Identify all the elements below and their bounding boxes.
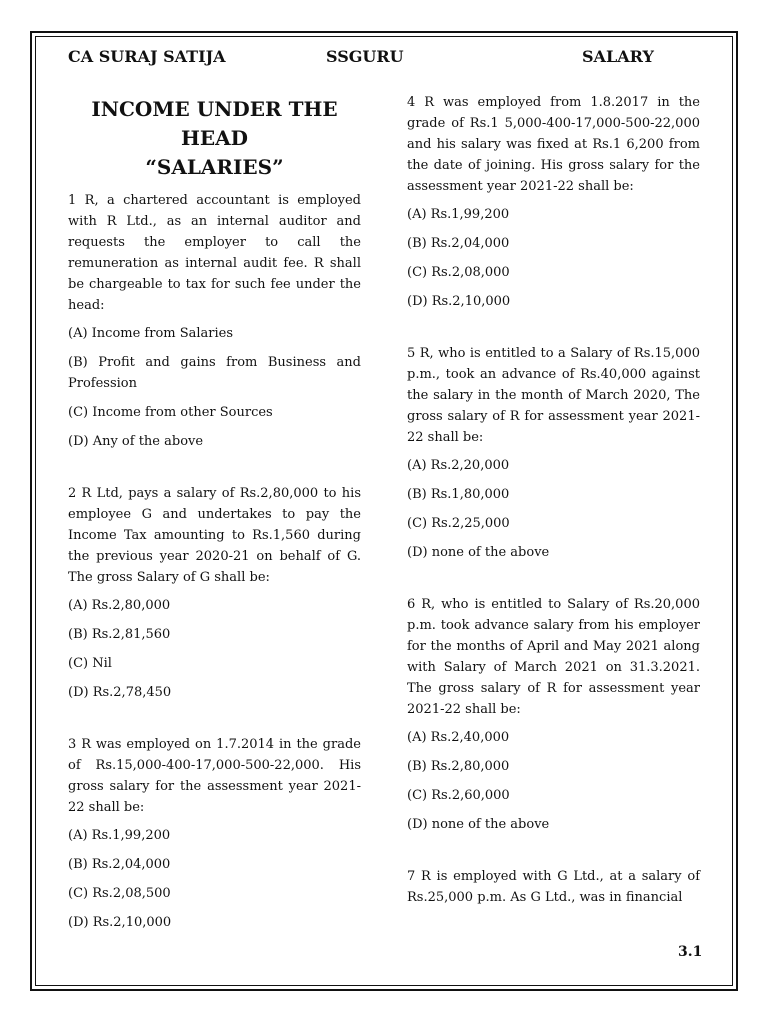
option-a: (A) Rs.1,99,200 bbox=[407, 207, 510, 222]
question-1 bbox=[68, 190, 361, 452]
option-c: (C) Rs.2,25,000 bbox=[407, 516, 510, 531]
option-b: (B) Rs.2,80,000 bbox=[407, 759, 510, 774]
option-c: (C) Rs.2,08,500 bbox=[68, 886, 171, 901]
question-text: 5 R, who is entitled to a Salary of Rs.15,000 p.m., took an advance of Rs.40,000 against the salary in the month of March 2020, The gross salary of R for assessment year 2021-22 shall be: bbox=[407, 346, 700, 445]
page-title bbox=[68, 95, 361, 182]
option-b: (B) Rs.1,80,000 bbox=[407, 487, 510, 502]
question-3 bbox=[68, 734, 361, 933]
option-d: (D) Rs.2,10,000 bbox=[68, 915, 172, 930]
option-d: (D) Any of the above bbox=[68, 434, 204, 449]
question-text: 3 R was employed on 1.7.2014 in the grade of Rs.15,000-400-17,000-500-22,000. His gross salary for the assessment year 2021-22 shall be: bbox=[68, 737, 361, 815]
question-text: 6 R, who is entitled to Salary of Rs.20,000 p.m. took advance salary from his employer for the months of April and May 2021 along with Salary of March 2021 on 31.3.2021. The gross salary of R for assessment year 2021-22 shall be: bbox=[407, 597, 700, 717]
question-2 bbox=[68, 483, 361, 703]
option-d: (D) Rs.2,78,450 bbox=[68, 685, 172, 700]
page-header bbox=[0, 47, 768, 71]
option-d: (D) none of the above bbox=[407, 545, 550, 560]
question-7 bbox=[407, 866, 700, 908]
question-text: 2 R Ltd, pays a salary of Rs.2,80,000 to his employee G and undertakes to pay the Income Tax amounting to Rs.1,560 during the previous year 2020-21 on behalf of G. The gross Salary of G shall be: bbox=[68, 486, 361, 585]
title-line-1: INCOME UNDER THE HEAD bbox=[91, 97, 338, 150]
option-c: (C) Rs.2,08,000 bbox=[407, 265, 510, 280]
header-author: CA SURAJ SATIJA bbox=[68, 47, 226, 66]
option-b: (B) Profit and gains from Business and Profession bbox=[68, 355, 361, 391]
question-text: 4 R was employed from 1.8.2017 in the grade of Rs.1 5,000-400-17,000-500-22,000 and his salary was fixed at Rs.1 6,200 from the date of joining. His gross salary for the assessment year 2021-22 shall be: bbox=[407, 95, 700, 194]
question-4 bbox=[407, 92, 700, 312]
question-5 bbox=[407, 343, 700, 563]
option-b: (B) Rs.2,04,000 bbox=[407, 236, 510, 251]
option-d: (D) Rs.2,10,000 bbox=[407, 294, 511, 309]
option-d: (D) none of the above bbox=[407, 817, 550, 832]
option-c: (C) Nil bbox=[68, 656, 112, 671]
option-b: (B) Rs.2,81,560 bbox=[68, 627, 171, 642]
option-a: (A) Income from Salaries bbox=[68, 326, 234, 341]
option-b: (B) Rs.2,04,000 bbox=[68, 857, 171, 872]
option-c: (C) Income from other Sources bbox=[68, 405, 273, 420]
right-column bbox=[407, 92, 700, 939]
option-a: (A) Rs.2,80,000 bbox=[68, 598, 171, 613]
option-c: (C) Rs.2,60,000 bbox=[407, 788, 510, 803]
option-a: (A) Rs.2,20,000 bbox=[407, 458, 510, 473]
page-number: 3.1 bbox=[678, 944, 703, 960]
title-line-2: “SALARIES” bbox=[145, 155, 284, 179]
option-a: (A) Rs.1,99,200 bbox=[68, 828, 171, 843]
header-chapter: SALARY bbox=[582, 47, 654, 66]
option-a: (A) Rs.2,40,000 bbox=[407, 730, 510, 745]
left-column bbox=[68, 92, 361, 964]
header-brand: SSGURU bbox=[326, 47, 404, 66]
question-text: 7 R is employed with G Ltd., at a salary of Rs.25,000 p.m. As G Ltd., was in financial bbox=[407, 869, 700, 905]
question-text: 1 R, a chartered accountant is employed with R Ltd., as an internal auditor and requests the employer to call the remuneration as internal audit fee. R shall be chargeable to tax for such fee under the head: bbox=[68, 193, 361, 313]
question-6 bbox=[407, 594, 700, 835]
